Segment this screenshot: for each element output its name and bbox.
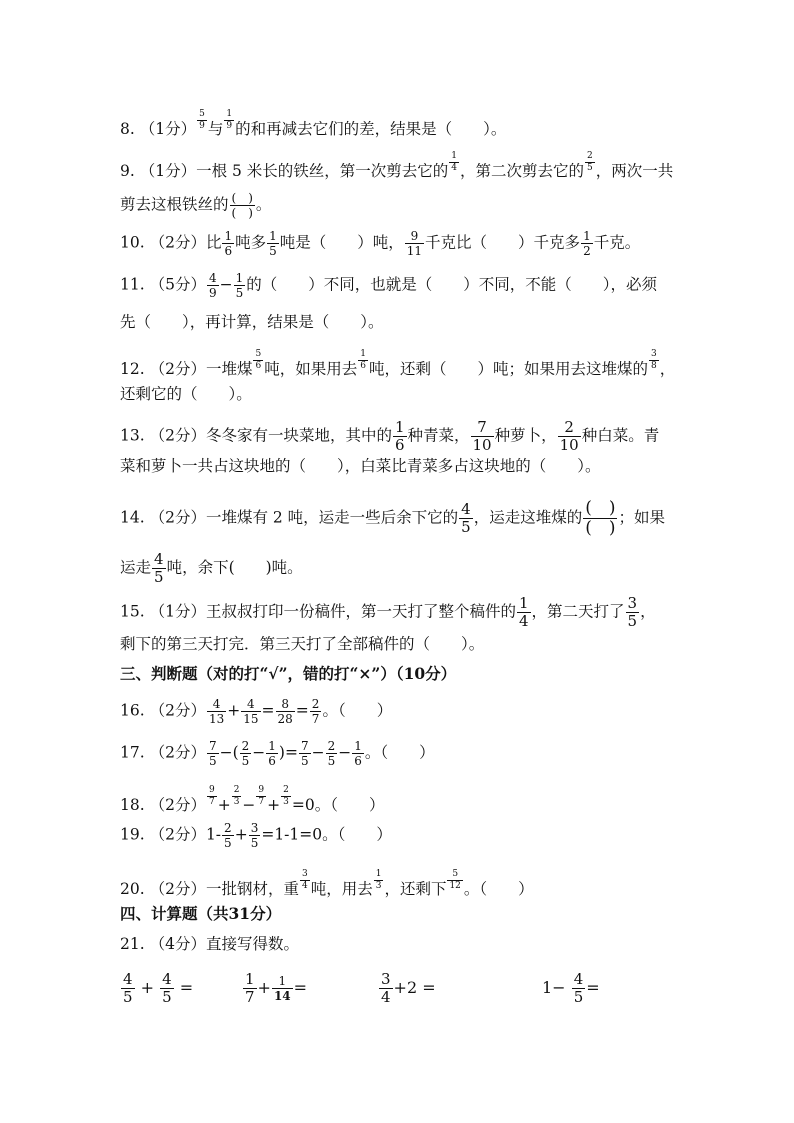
fraction: $\frac{2}{3}$ xyxy=(233,785,240,807)
fraction: $\frac{2}{5}$ xyxy=(224,821,232,850)
fraction: $\frac{7}{5}$ xyxy=(208,739,217,768)
fraction: $\frac{4}{5}$ xyxy=(123,970,133,1006)
fraction: $\frac{5}{12}$ xyxy=(449,869,461,891)
fraction: $\frac{1}{5}$ xyxy=(269,229,277,258)
fraction: $\frac{2}{3}$ xyxy=(283,785,289,807)
fraction: $\frac{1}{7}$ xyxy=(245,970,255,1006)
question-8: 8. （1分） $\frac{5}{9}$ 与 $\frac{1}{9}$ 的和再减去它们的差，结果是（ ）。 xyxy=(120,109,507,138)
question-10: 10. （2分）比 $\frac{1}{6}$ 吨多 $\frac{1}{5}$ 吨是（ ）吨， $\frac{9}{11}$ 千克比（ ）千克多 $\frac{1}{2}$ 千克。 xyxy=(120,229,641,258)
fraction: $\frac{7}{10}$ xyxy=(472,418,492,454)
calc-item-4: 1− $\frac{4}{5}$ = xyxy=(542,970,600,1006)
fraction: $\frac{9}{11}$ xyxy=(406,229,423,258)
fraction: $\frac{4}{5}$ xyxy=(162,970,172,1006)
fraction: $\frac{4}{13}$ xyxy=(208,697,225,726)
fraction: $\frac{4}{5}$ xyxy=(154,550,164,586)
fraction: $\frac{4}{5}$ xyxy=(573,970,584,1006)
section-4-heading: 四、计算题（共31分） xyxy=(120,904,282,923)
fraction: $\frac{1}{9}$ xyxy=(226,109,233,131)
question-12-line-2: 还剩它的（ ）。 xyxy=(120,385,252,403)
question-13: 13. （2分）冬冬家有一块菜地，其中的 $\frac{1}{6}$ 种青菜， $\frac{7}{10}$ 种萝卜， $\frac{2}{10}$ 种白菜。青 xyxy=(120,418,660,454)
question-11: 11. （5分） $\frac{4}{9}$ − $\frac{1}{5}$ 的（ ）不同，也就是（ ）不同，不能（ ），必须 xyxy=(120,271,657,300)
fraction: $\frac{4}{9}$ xyxy=(208,271,217,300)
question-16: 16. （2分） $\frac{4}{13}$ + $\frac{4}{15}$ = $\frac{8}{28}$ = $\frac{2}{7}$ 。（ ） xyxy=(120,697,393,726)
fraction: $\frac{5}{6}$ xyxy=(255,349,262,371)
question-17: 17. （2分） $\frac{7}{5}$ −( $\frac{2}{5}$ − $\frac{1}{6}$ )= $\frac{7}{5}$ − $\frac{2}{5}$ − $\frac{1}{6}$ 。（ ） xyxy=(120,739,435,768)
question-13-line-2: 菜和萝卜一共占这块地的（ ），白菜比青菜多占这块地的（ ）。 xyxy=(120,457,601,475)
question-15-line-2: 剩下的第三天打完．第三天打了全部稿件的（ ）。 xyxy=(120,635,485,653)
fraction: $\frac{9}{7}$ xyxy=(258,785,265,807)
fraction: $\frac{1}{14}$ xyxy=(273,974,291,1003)
fraction: $\frac{7}{5}$ xyxy=(300,739,309,768)
fraction: $\frac{1}{3}$ xyxy=(375,869,382,891)
question-9-line-2: 剪去这根铁丝的 ( ) ( ) 。 xyxy=(120,191,272,220)
fraction: $\frac{3}{4}$ xyxy=(381,970,391,1006)
fraction: $\frac{3}{4}$ xyxy=(301,869,308,891)
fraction: $\frac{1}{4}$ xyxy=(518,594,529,630)
fraction: $\frac{1}{2}$ xyxy=(583,229,591,258)
question-19: 19. （2分）1- $\frac{2}{5}$ + $\frac{3}{5}$ =1-1=0。（ ） xyxy=(120,821,392,850)
answer-blank-fraction[interactable]: ( ) ( ) xyxy=(231,191,253,220)
question-20: 20. （2分）一批钢材，重 $\frac{3}{4}$ 吨，用去 $\frac{1}{3}$ ，还剩下 $\frac{5}{12}$ 。（ ） xyxy=(120,869,534,898)
fraction: $\frac{3}{5}$ xyxy=(250,821,259,850)
question-12: 12. （2分）一堆煤 $\frac{5}{6}$ 吨，如果用去 $\frac{1}{6}$ 吨，还剩（ ）吨；如果用去这堆煤的 $\frac{3}{8}$ ， xyxy=(120,349,676,378)
fraction: $\frac{1}{6}$ xyxy=(224,229,233,258)
fraction: $\frac{5}{9}$ xyxy=(199,109,205,131)
fraction: $\frac{3}{5}$ xyxy=(627,594,638,630)
question-15: 15. （1分）王叔叔打印一份稿件，第一天打了整个稿件的 $\frac{1}{4}$ ，第二天打了 $\frac{3}{5}$ ， xyxy=(120,594,656,630)
question-21: 21. （4分）直接写得数。 xyxy=(120,935,299,953)
fraction: $\frac{2}{5}$ xyxy=(587,151,593,173)
fraction: $\frac{4}{15}$ xyxy=(243,697,259,726)
fraction: $\frac{2}{5}$ xyxy=(327,739,336,768)
calc-item-1: $\frac{4}{5}$ + $\frac{4}{5}$ = xyxy=(123,970,194,1006)
fraction: $\frac{3}{8}$ xyxy=(650,349,657,371)
fraction: $\frac{1}{6}$ xyxy=(354,739,362,768)
fraction: $\frac{2}{10}$ xyxy=(559,418,579,454)
fraction: $\frac{4}{5}$ xyxy=(461,500,471,536)
fraction: $\frac{9}{7}$ xyxy=(208,785,215,807)
question-14: 14. （2分）一堆煤有 2 吨，运走一些后余下它的 $\frac{4}{5}$ ，运走这堆煤的 ( ) ( ) ；如果 xyxy=(120,498,665,538)
question-14-line-2: 运走 $\frac{4}{5}$ 吨，余下( )吨。 xyxy=(120,550,303,586)
calc-item-3: $\frac{3}{4}$ +2 = xyxy=(381,970,436,1006)
fraction: $\frac{1}{6}$ xyxy=(268,739,276,768)
fraction: $\frac{1}{6}$ xyxy=(360,349,366,371)
section-3-heading: 三、判断题（对的打“√”，错的打“×”）（10分） xyxy=(120,664,457,683)
answer-blank-fraction[interactable]: ( ) ( ) xyxy=(585,498,616,538)
question-11-line-2: 先（ ），再计算，结果是（ ）。 xyxy=(120,313,384,331)
question-18: 18. （2分） $\frac{9}{7}$ + $\frac{2}{3}$ − $\frac{9}{7}$ + $\frac{2}{3}$ =0。（ ） xyxy=(120,785,385,814)
fraction: $\frac{2}{5}$ xyxy=(241,739,250,768)
fraction: $\frac{1}{5}$ xyxy=(235,271,244,300)
question-9: 9. （1分）一根 5 米长的铁丝，第一次剪去它的 $\frac{1}{4}$ ，第二次剪去它的 $\frac{2}{5}$ ，两次一共 xyxy=(120,151,674,180)
fraction: $\frac{1}{4}$ xyxy=(451,151,458,173)
fraction: $\frac{8}{28}$ xyxy=(277,697,293,726)
fraction: $\frac{2}{7}$ xyxy=(311,697,320,726)
calc-item-2: $\frac{1}{7}$ + $\frac{1}{14}$ = xyxy=(245,970,308,1006)
fraction: $\frac{1}{6}$ xyxy=(394,418,405,454)
